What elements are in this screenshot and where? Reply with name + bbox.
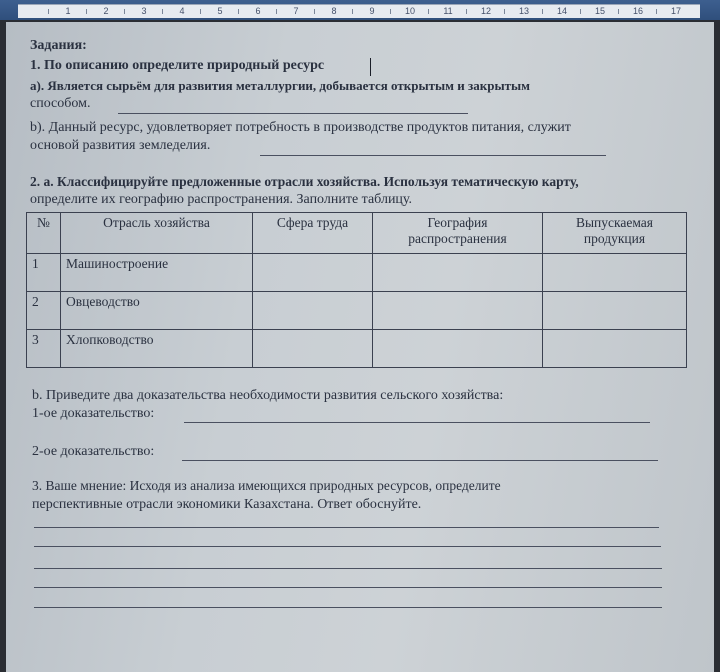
ruler-tick: 17 <box>656 5 696 18</box>
ruler-tick: 10 <box>390 5 430 18</box>
header-number: № <box>27 213 61 254</box>
cell-geography[interactable] <box>373 254 543 292</box>
ruler-tick: 14 <box>542 5 582 18</box>
document-page[interactable] <box>6 22 714 672</box>
table-row <box>27 254 687 292</box>
question-1-title: 1. По описанию определите природный ресурс <box>30 58 325 73</box>
row-branch: Машиностроение <box>61 254 253 292</box>
row-number: 1 <box>27 254 61 292</box>
document-ruler[interactable] <box>0 0 720 20</box>
ruler-tick: 2 <box>86 5 126 18</box>
ruler-tick: 11 <box>428 5 468 18</box>
tasks-heading: Задания: <box>30 38 87 53</box>
task-3-answer-line[interactable] <box>34 546 661 547</box>
cell-labor-sphere[interactable] <box>253 292 373 330</box>
question-1b-line1: b). Данный ресурс, удовлетворяет потребность в производстве продуктов питания, служит <box>30 120 571 135</box>
ruler-tick: 5 <box>200 5 240 18</box>
table-row <box>27 330 687 368</box>
ruler-tick: 12 <box>466 5 506 18</box>
cell-labor-sphere[interactable] <box>253 330 373 368</box>
proof-1-answer-line[interactable] <box>184 422 650 423</box>
cell-labor-sphere[interactable] <box>253 254 373 292</box>
row-branch: Хлопководство <box>61 330 253 368</box>
table-header-row <box>27 213 687 254</box>
text-cursor <box>370 58 371 76</box>
answer-line-1a[interactable] <box>118 113 468 114</box>
question-2-line2: определите их географию распространения. Заполните таблицу. <box>30 192 413 207</box>
cell-products[interactable] <box>543 292 687 330</box>
ruler-tick: 16 <box>618 5 658 18</box>
task-3-line1: 3. Ваше мнение: Исходя из анализа имеющихся природных ресурсов, определите <box>32 478 501 493</box>
task-3-answer-line[interactable] <box>34 587 662 588</box>
proof-1-label: 1-ое доказательство: <box>32 406 155 421</box>
ruler-tick: 3 <box>124 5 164 18</box>
classification-table <box>26 212 687 368</box>
question-1a-line1: а). Является сырьём для развития металлургии, добывается открытым и закрытым <box>30 78 530 93</box>
cell-geography[interactable] <box>373 292 543 330</box>
proof-2-label: 2-ое доказательство: <box>32 444 155 459</box>
task-3-answer-line[interactable] <box>34 527 659 528</box>
question-1a-line2: способом. <box>30 96 91 111</box>
header-products: Выпускаемая продукция <box>543 213 687 254</box>
ruler-tick: 13 <box>504 5 544 18</box>
task-3-answer-line[interactable] <box>34 568 662 569</box>
ruler-scale[interactable] <box>18 4 700 18</box>
ruler-tick: 4 <box>162 5 202 18</box>
task-3-line2: перспективные отрасли экономики Казахстана. Ответ обоснуйте. <box>32 497 422 512</box>
question-2-line1: 2. а. Классифицируйте предложенные отрасли хозяйства. Используя тематическую карту, <box>30 174 579 189</box>
cell-products[interactable] <box>543 254 687 292</box>
task-b-title: b. Приведите два доказательства необходимости развития сельского хозяйства: <box>32 388 504 403</box>
answer-line-1b[interactable] <box>260 155 606 156</box>
ruler-tick: 1 <box>48 5 88 18</box>
header-branch: Отрасль хозяйства <box>61 213 253 254</box>
cell-products[interactable] <box>543 330 687 368</box>
header-labor-sphere: Сфера труда <box>253 213 373 254</box>
task-3-answer-line[interactable] <box>34 607 662 608</box>
row-number: 3 <box>27 330 61 368</box>
ruler-tick: 8 <box>314 5 354 18</box>
proof-2-answer-line[interactable] <box>182 460 658 461</box>
question-1b-line2: основой развития земледелия. <box>30 138 211 153</box>
table-row <box>27 292 687 330</box>
row-branch: Овцеводство <box>61 292 253 330</box>
ruler-tick: 15 <box>580 5 620 18</box>
ruler-tick: 6 <box>238 5 278 18</box>
ruler-tick: 9 <box>352 5 392 18</box>
row-number: 2 <box>27 292 61 330</box>
ruler-tick: 7 <box>276 5 316 18</box>
cell-geography[interactable] <box>373 330 543 368</box>
header-geography: География распространения <box>373 213 543 254</box>
